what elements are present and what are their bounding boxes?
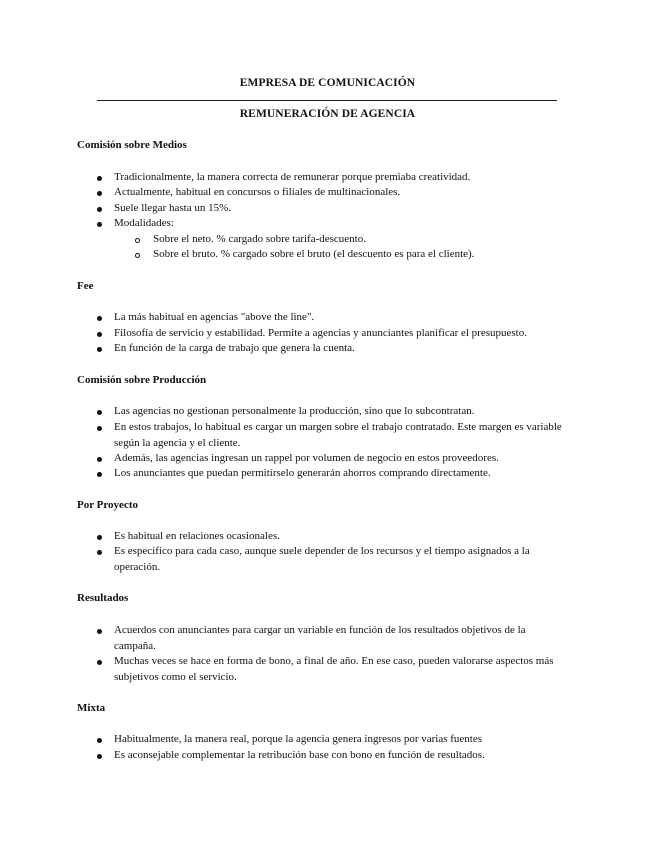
bullet-icon [97,472,102,477]
bullet-icon [97,550,102,555]
hollow-bullet-icon [135,253,140,258]
list-item: Las agencias no gestionan personalmente la producción, sino que lo subcontratan. [114,405,475,417]
bullet-icon [97,347,102,352]
list-item: Habitualmente, la manera real, porque la agencia genera ingresos por varias fuentes [114,733,483,745]
bullet-icon [97,738,102,743]
list-item: Modalidades: [114,217,174,229]
list-item: En estos trabajos, lo habitual es cargar un margen sobre el trabajo contratado. Este margen es variable según la agencia y el cliente. [114,421,562,449]
list-item: Acuerdos con anunciantes para cargar un variable en función de los resultados objetivos de la campaña. [114,624,526,652]
list-item: Filosofía de servicio y estabilidad. Permite a agencias y anunciantes planificar el presupuesto. [114,327,527,339]
list-item: La más habitual en agencias "above the line". [114,311,315,323]
bullet-icon [97,754,102,759]
section-heading-resultados: Resultados [77,592,129,604]
document-title: EMPRESA DE COMUNICACIÓN [239,77,416,89]
section-heading-comision-produccion: Comisión sobre Producción [77,374,207,386]
sub-list-item: Sobre el neto. % cargado sobre tarifa-descuento. [153,233,366,245]
bullet-icon [97,191,102,196]
title-divider [97,100,557,101]
list-item: Es aconsejable complementar la retribución base con bono en función de resultados. [114,749,485,761]
list-item: Es habitual en relaciones ocasionales. [114,530,280,542]
bullet-icon [97,316,102,321]
list-item: En función de la carga de trabajo que genera la cuenta. [114,342,355,354]
sub-list-item: Sobre el bruto. % cargado sobre el bruto (el descuento es para el cliente). [153,248,475,260]
bullet-icon [97,660,102,665]
list-item: Tradicionalmente, la manera correcta de remunerar porque premiaba creatividad. [114,171,471,183]
bullet-icon [97,176,102,181]
list-item: Los anunciantes que puedan permitírselo generarán ahorros comprando directamente. [114,467,491,479]
list-item: Además, las agencias ingresan un rappel por volumen de negocio en estos proveedores. [114,452,499,464]
section-heading-por-proyecto: Por Proyecto [77,499,138,511]
hollow-bullet-icon [135,238,140,243]
section-heading-mixta: Mixta [77,702,106,714]
bullet-icon [97,332,102,337]
list-item: Muchas veces se hace en forma de bono, a final de año. En ese caso, pueden valorarse aspectos más subjetivos como el servicio. [114,655,554,683]
section-heading-fee: Fee [77,280,94,292]
bullet-icon [97,410,102,415]
list-item: Es específico para cada caso, aunque suele depender de los recursos y el tiempo asignados a la operación. [114,545,530,573]
bullet-icon [97,535,102,540]
list-item: Actualmente, habitual en concursos o filiales de multinacionales. [114,186,401,198]
bullet-icon [97,426,102,431]
section-heading-comision-medios: Comisión sobre Medios [77,139,187,151]
list-item: Suele llegar hasta un 15%. [114,202,231,214]
bullet-icon [97,457,102,462]
bullet-icon [97,207,102,212]
bullet-icon [97,222,102,227]
bullet-icon [97,629,102,634]
document-subtitle: REMUNERACIÓN DE AGENCIA [239,108,416,120]
